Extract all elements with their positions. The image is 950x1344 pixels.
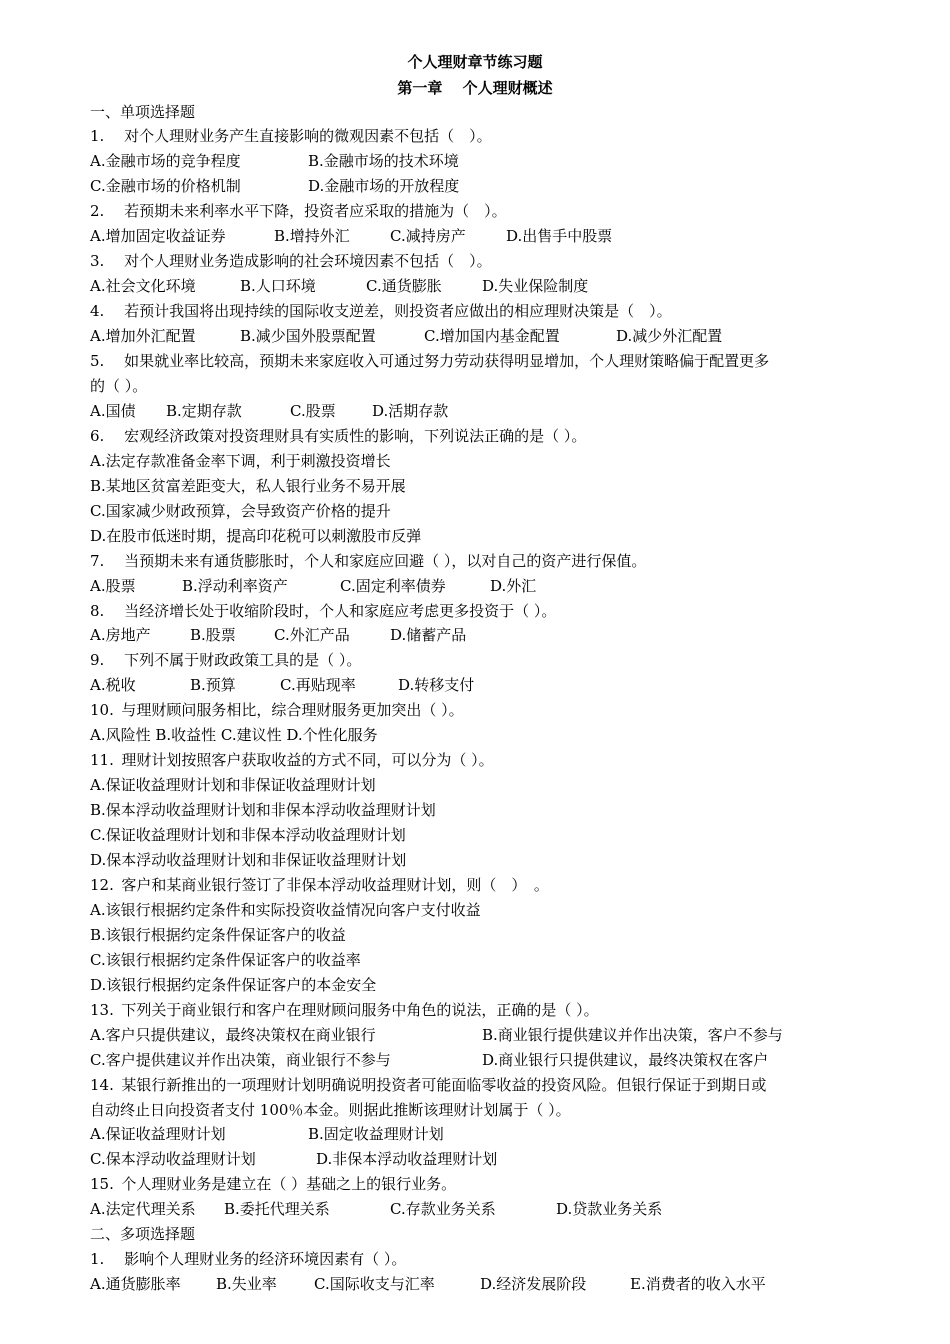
option-text: B.减少国外股票配置 <box>240 327 376 346</box>
line-text: 3. 对个人理财业务造成影响的社会环境因素不包括（ ）。 <box>90 252 492 271</box>
line-text: 14. 某银行新推出的一项理财计划明确说明投资者可能面临零收益的投资风险。但银行保证于到期日或 <box>90 1075 767 1094</box>
option-text: C.金融市场的价格机制 <box>90 177 241 196</box>
option-text: C.外汇产品 <box>274 626 350 645</box>
option-text: B.浮动利率资产 <box>182 576 288 595</box>
option-text: D.商业银行只提供建议，最终决策权在客户 <box>482 1050 769 1069</box>
option-text: D.金融市场的开放程度 <box>308 177 460 196</box>
option-text: C.减持房产 <box>390 227 466 246</box>
option-text: D.减少外汇配置 <box>616 327 723 346</box>
line-text: D.保本浮动收益理财计划和非保证收益理财计划 <box>90 851 407 869</box>
option-text: B.人口环境 <box>240 277 316 296</box>
option-text: D.出售手中股票 <box>506 227 613 246</box>
option-text: D.储蓄产品 <box>390 626 467 645</box>
option-text: A.税收 <box>90 676 136 695</box>
line-text: A.保证收益理财计划和非保证收益理财计划 <box>90 776 376 795</box>
line-text: C.国家减少财政预算，会导致资产价格的提升 <box>90 501 391 520</box>
option-text: A.增加外汇配置 <box>90 327 196 346</box>
line-text: 4. 若预计我国将出现持续的国际收支逆差，则投资者应做出的相应理财决策是（ ）。 <box>90 302 672 321</box>
line-text: 5. 如果就业率比较高，预期未来家庭收入可通过努力劳动获得明显增加，个人理财策略偏于配置更多 <box>90 352 770 370</box>
line-text: 9. 下列不属于财政政策工具的是（ ）。 <box>90 651 362 670</box>
line-text: 8. 当经济增长处于收缩阶段时，个人和家庭应考虑更多投资于（ ）。 <box>90 601 557 620</box>
option-text: B.委托代理关系 <box>224 1200 330 1219</box>
line-text: D.该银行根据约定条件保证客户的本金安全 <box>90 975 377 994</box>
option-text: A.金融市场的竞争程度 <box>90 152 241 171</box>
line-text: A.风险性 B.收益性 C.建议性 D.个性化服务 <box>90 726 378 745</box>
option-text: C.通货膨胀 <box>366 277 442 296</box>
line-text: 13. 下列关于商业银行和客户在理财顾问服务中角色的说法，正确的是（ ）。 <box>90 1000 599 1019</box>
option-text: B.股票 <box>190 626 236 645</box>
line-text: 7. 当预期未来有通货膨胀时，个人和家庭应回避（ ），以对自己的资产进行保值。 <box>90 551 647 570</box>
option-text: D.转移支付 <box>398 676 475 695</box>
line-text: B.该银行根据约定条件保证客户的收益 <box>90 925 346 944</box>
option-text: A.客户只提供建议，最终决策权在商业银行 <box>90 1025 376 1044</box>
option-text: C.固定利率债券 <box>340 576 446 595</box>
line-text: A.该银行根据约定条件和实际投资收益情况向客户支付收益 <box>90 900 481 919</box>
option-text: C.存款业务关系 <box>390 1200 496 1219</box>
line-text: B.某地区贫富差距变大，私人银行业务不易开展 <box>90 476 406 495</box>
option-text: B.预算 <box>190 676 236 695</box>
option-text: D.失业保险制度 <box>482 277 589 296</box>
line-text: 6. 宏观经济政策对投资理财具有实质性的影响，下列说法正确的是（ ）。 <box>90 426 587 445</box>
option-text: D.贷款业务关系 <box>556 1200 663 1219</box>
option-text: C.保本浮动收益理财计划 <box>90 1150 256 1169</box>
line-text: 1. 影响个人理财业务的经济环境因素有（ ）。 <box>90 1250 407 1269</box>
option-text: E.消费者的收入水平 <box>630 1275 766 1294</box>
option-text: B.增持外汇 <box>274 227 350 246</box>
line-text: C.该银行根据约定条件保证客户的收益率 <box>90 950 361 969</box>
line-text: 二、多项选择题 <box>90 1225 196 1244</box>
line-text: 的（ ）。 <box>90 376 148 395</box>
option-text: D.活期存款 <box>372 401 449 420</box>
line-text: 15. 个人理财业务是建立在（ ）基础之上的银行业务。 <box>90 1175 457 1194</box>
option-text: B.商业银行提供建议并作出决策，客户不参与 <box>482 1025 783 1044</box>
line-text: 12. 客户和某商业银行签订了非保本浮动收益理财计划，则（ ） 。 <box>90 875 549 894</box>
line-text: D.在股市低迷时期，提高印花税可以刺激股市反弹 <box>90 526 422 545</box>
line-text: 11. 理财计划按照客户获取收益的方式不同，可以分为（ ）。 <box>90 751 494 770</box>
option-text: A.增加固定收益证券 <box>90 227 226 246</box>
line-text: 10. 与理财顾问服务相比，综合理财服务更加突出（ ）。 <box>90 701 464 720</box>
option-text: A.保证收益理财计划 <box>90 1125 226 1144</box>
option-text: D.非保本浮动收益理财计划 <box>316 1150 498 1169</box>
option-text: D.外汇 <box>490 576 537 595</box>
option-text: A.股票 <box>90 576 136 595</box>
document-title: 个人理财章节练习题 <box>407 53 543 71</box>
option-text: C.客户提供建议并作出决策，商业银行不参与 <box>90 1050 391 1069</box>
option-text: C.再贴现率 <box>280 676 356 695</box>
option-text: A.国债 <box>90 401 136 420</box>
option-text: A.房地产 <box>90 626 151 645</box>
option-text: B.金融市场的技术环境 <box>308 152 459 171</box>
option-text: A.法定代理关系 <box>90 1200 196 1219</box>
line-text: 2. 若预期未来利率水平下降，投资者应采取的措施为（ ）。 <box>90 202 507 221</box>
line-text: B.保本浮动收益理财计划和非保本浮动收益理财计划 <box>90 801 436 820</box>
option-text: A.社会文化环境 <box>90 277 196 296</box>
chapter-title: 第一章 个人理财概述 <box>397 79 553 97</box>
option-text: B.固定收益理财计划 <box>308 1125 444 1144</box>
option-text: B.定期存款 <box>166 401 242 420</box>
line-text: C.保证收益理财计划和非保本浮动收益理财计划 <box>90 826 406 845</box>
option-text: D.经济发展阶段 <box>480 1275 587 1294</box>
option-text: A.通货膨胀率 <box>90 1275 181 1294</box>
line-text: 自动终止日向投资者支付 100％本金。则据此推断该理财计划属于（ ）。 <box>90 1100 571 1119</box>
option-text: C.国际收支与汇率 <box>314 1275 435 1294</box>
option-text: B.失业率 <box>216 1275 277 1294</box>
option-text: C.股票 <box>290 401 336 420</box>
line-text: 一、单项选择题 <box>90 102 196 121</box>
option-text: C.增加国内基金配置 <box>424 327 560 346</box>
line-text: 1. 对个人理财业务产生直接影响的微观因素不包括（ ）。 <box>90 127 492 146</box>
line-text: A.法定存款准备金率下调，利于刺激投资增长 <box>90 451 391 470</box>
